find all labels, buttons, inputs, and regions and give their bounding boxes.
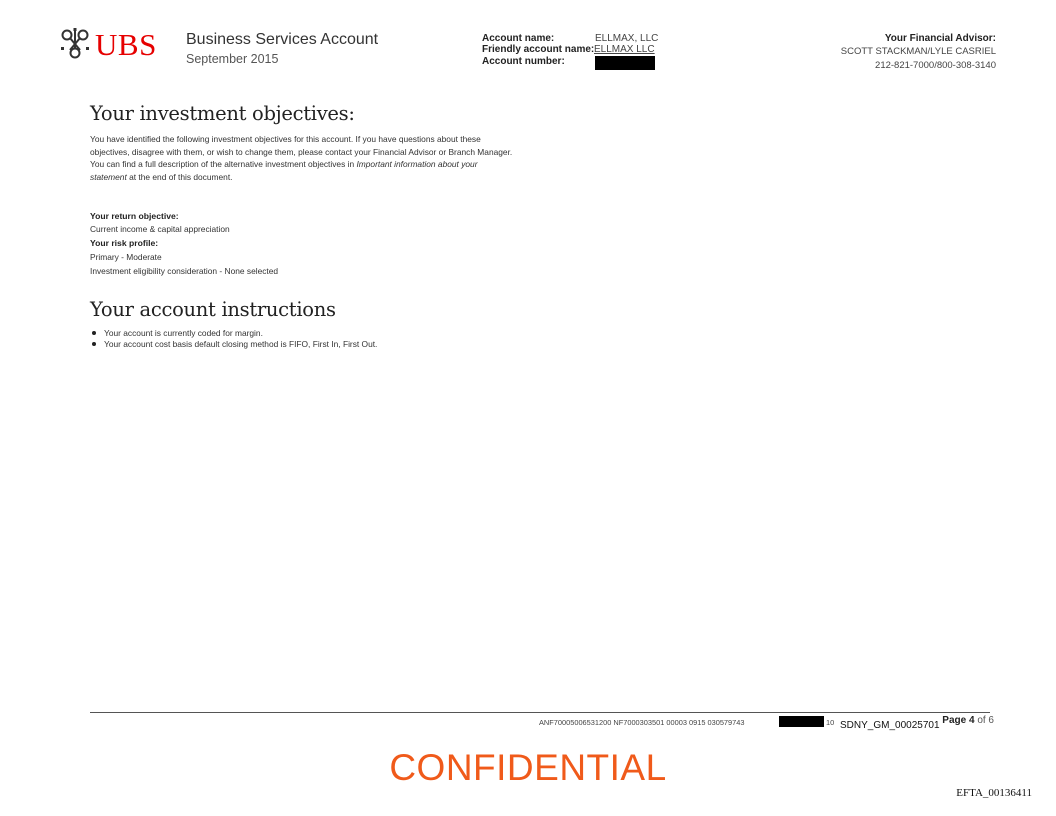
account-name-value: ELLMAX, LLC — [595, 33, 659, 44]
account-name-label: Account name: — [482, 33, 555, 44]
return-objective-value: Current income & capital appreciation — [90, 224, 230, 234]
footer-redaction — [779, 716, 824, 727]
friendly-account-name-label: Friendly account name: — [482, 44, 595, 55]
friendly-account-name-value: ELLMAX LLC — [594, 44, 655, 55]
page-current: 4 — [968, 715, 975, 726]
return-objective-label: Your return objective: — [90, 211, 179, 221]
footer-document-code: ANF70005006531200 NF7000303501 00003 0915 030579743 — [539, 718, 745, 727]
financial-advisor-names: SCOTT STACKMAN/LYLE CASRIEL — [840, 46, 996, 57]
page-number — [942, 715, 994, 726]
footer-divider — [90, 712, 990, 713]
confidential-stamp: CONFIDENTIAL — [389, 747, 667, 788]
objectives-paragraph-text: You have identified the following investment objectives for this account. If you have questions about these objectives, disagree with them, or wish to change them, please contact your Financial Advisor or Branch Manager. You can find a full description of the alternative investment objectives in — [90, 134, 513, 170]
objectives-paragraph — [90, 133, 515, 183]
instruction-item — [90, 339, 377, 350]
account-instructions-list — [90, 328, 377, 350]
financial-advisor-phones: 212-821-7000/800-308-3140 — [875, 60, 996, 71]
account-number-redaction — [595, 56, 655, 70]
document-title: Business Services Account — [186, 31, 379, 48]
page-total: of 6 — [977, 715, 994, 726]
account-instructions-heading: Your account instructions — [90, 298, 336, 321]
footer-code-suffix: 10 — [826, 718, 835, 727]
objectives-paragraph-end: at the end of this document. — [126, 171, 233, 182]
ubs-logo — [58, 26, 168, 64]
bullet-icon — [92, 331, 96, 335]
efta-number: EFTA_00136411 — [956, 787, 1032, 799]
bullet-icon — [92, 342, 96, 346]
keys-icon — [58, 26, 92, 60]
objectives-paragraph-italic: Important information about your statement — [90, 159, 478, 182]
bates-number: SDNY_GM_00025701 — [840, 720, 940, 731]
account-number-label: Account number: — [482, 56, 565, 67]
instruction-item — [90, 328, 377, 339]
instruction-text: Your account is currently coded for margin. — [104, 328, 263, 338]
page-word: Page — [942, 715, 967, 726]
ubs-logo-text: UBS — [95, 27, 157, 62]
investment-objectives-heading: Your investment objectives: — [90, 102, 355, 125]
risk-profile-value: Primary - Moderate — [90, 252, 162, 262]
financial-advisor-label: Your Financial Advisor: — [884, 33, 996, 44]
instruction-text: Your account cost basis default closing method is FIFO, First In, First Out. — [104, 339, 378, 349]
investment-eligibility: Investment eligibility consideration - None selected — [90, 266, 279, 276]
risk-profile-label: Your risk profile: — [90, 238, 159, 248]
statement-date: September 2015 — [186, 52, 279, 66]
